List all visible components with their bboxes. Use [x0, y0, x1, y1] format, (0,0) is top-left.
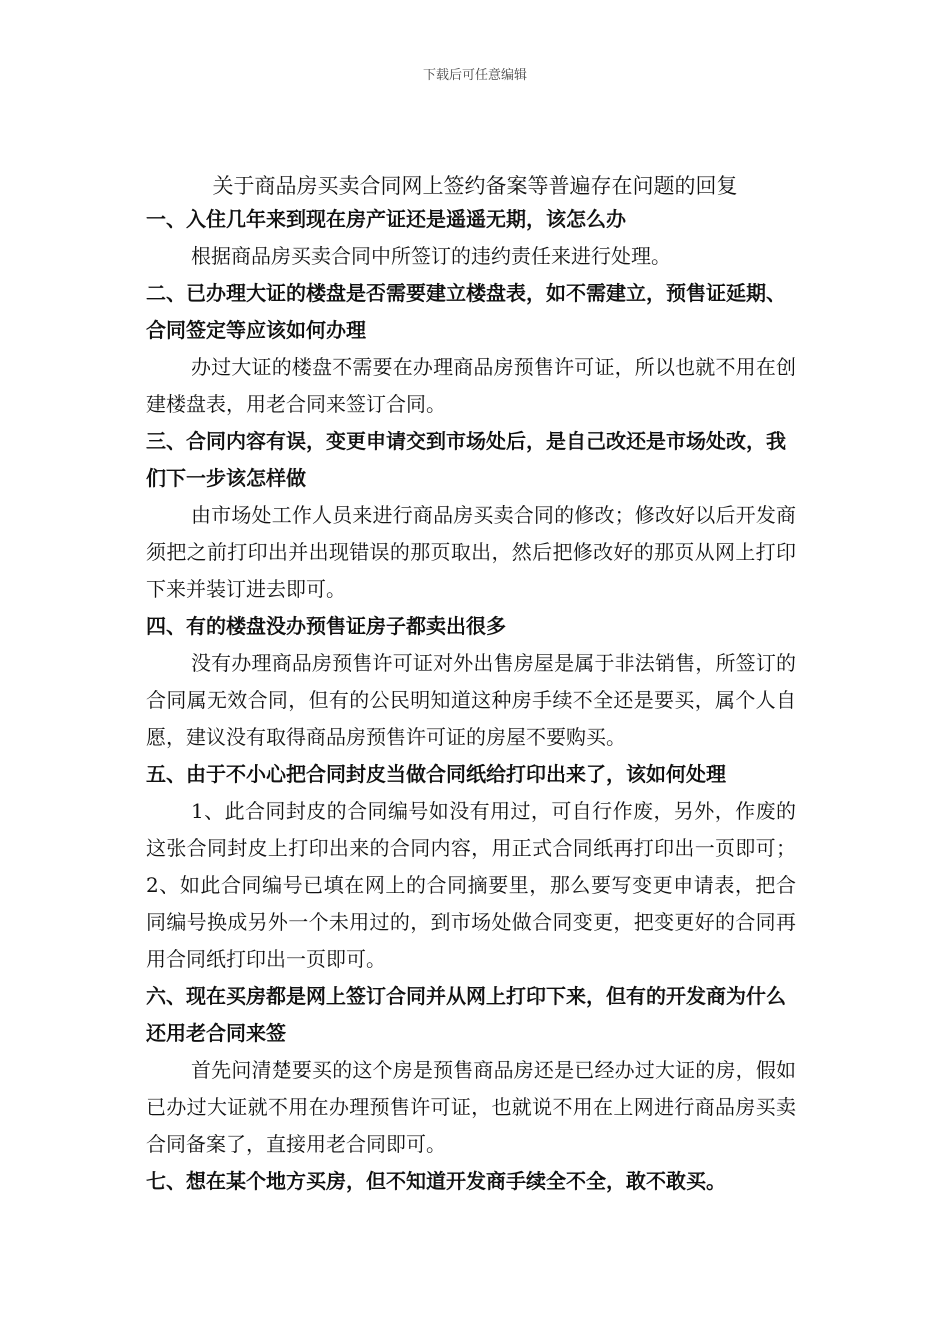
- page-header: 下载后可任意编辑: [422, 68, 527, 83]
- question-1: 一、入住几年来到现在房产证还是遥遥无期，该怎么办: [146, 207, 626, 231]
- question-6: 六、现在买房都是网上签订合同并从网上打印下来，但有的开发商为什么还用老合同来签: [146, 984, 786, 1045]
- answer-2: 办过大证的楼盘不需要在办理商品房预售许可证，所以也就不用在创建楼盘表，用老合同来签订合同。: [146, 355, 796, 416]
- document-title: 关于商品房买卖合同网上签约备案等普遍存在问题的回复: [212, 174, 738, 198]
- answer-6: 首先问清楚要买的这个房是预售商品房还是已经办过大证的房，假如已办过大证就不用在办理预售许可证，也就说不用在上网进行商品房买卖合同备案了，直接用老合同即可。: [146, 1058, 796, 1156]
- answer-1: 根据商品房买卖合同中所签订的违约责任来进行处理。: [191, 244, 671, 268]
- answer-4: 没有办理商品房预售许可证对外出售房屋是属于非法销售，所签订的合同属无效合同，但有的公民明知道这种房手续不全还是要买，属个人自愿，建议没有取得商品房预售许可证的房屋不要购买。: [146, 651, 796, 749]
- question-5: 五、由于不小心把合同封皮当做合同纸给打印出来了，该如何处理: [146, 762, 726, 786]
- document-body: [146, 201, 796, 1200]
- question-7: 七、想在某个地方买房，但不知道开发商手续全不全，敢不敢买。: [146, 1169, 726, 1193]
- question-2: 二、已办理大证的楼盘是否需要建立楼盘表，如不需建立，预售证延期、合同签定等应该如何办理: [146, 281, 786, 342]
- question-4: 四、有的楼盘没办预售证房子都卖出很多: [146, 614, 506, 638]
- answer-3: 由市场处工作人员来进行商品房买卖合同的修改；修改好以后开发商须把之前打印出并出现错误的那页取出，然后把修改好的那页从网上打印下来并装订进去即可。: [146, 503, 796, 601]
- question-3: 三、合同内容有误，变更申请交到市场处后，是自己改还是市场处改，我们下一步该怎样做: [146, 429, 786, 490]
- answer-5: 1、此合同封皮的合同编号如没有用过，可自行作废，另外，作废的这张合同封皮上打印出来的合同内容，用正式合同纸再打印出一页即可；2、如此合同编号已填在网上的合同摘要里，那么要写变更申请表，把合同编号换成另外一个未用过的，到市场处做合同变更，把变更好的合同再用合同纸打印出一页即可。: [146, 799, 796, 971]
